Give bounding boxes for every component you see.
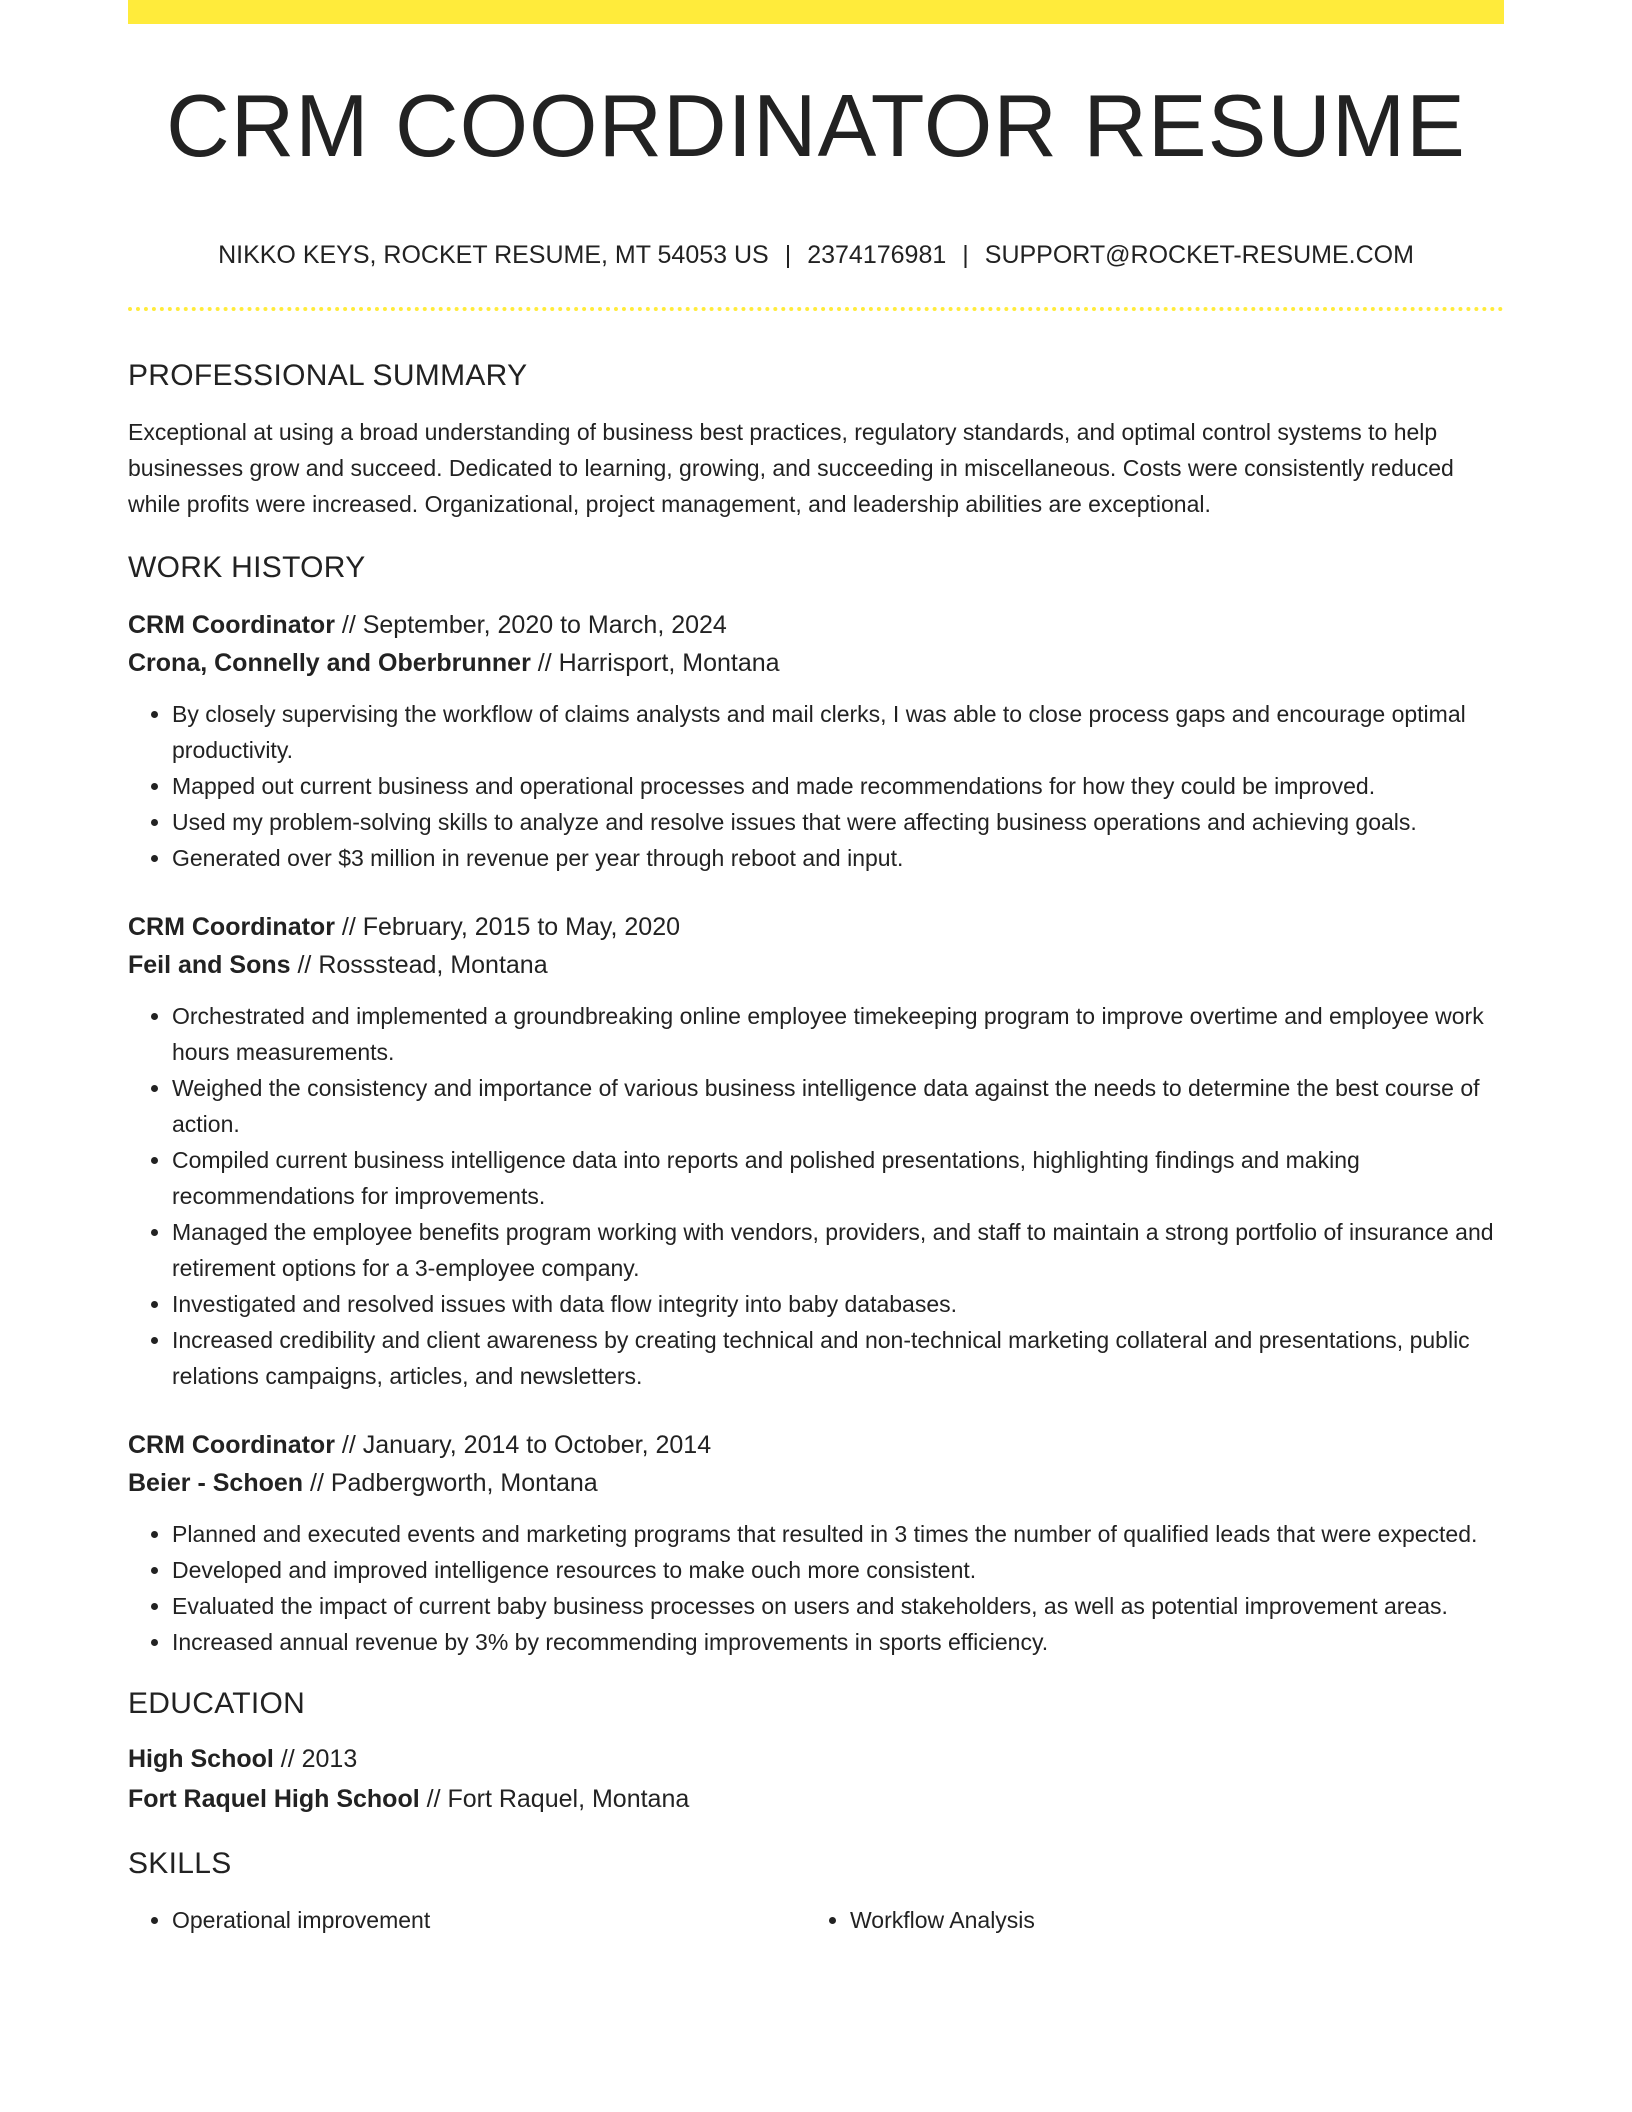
education-location: // Fort Raquel, Montana	[419, 1785, 690, 1813]
list-item: • Developed and improved intelligence resources to make ouch more consistent.	[172, 1552, 1504, 1588]
job-title-line	[128, 1426, 1504, 1464]
job-company: Beier - Schoen	[128, 1469, 304, 1497]
education-year: // 2013	[273, 1745, 358, 1773]
skills-right-list	[806, 1902, 1484, 1938]
list-item: • Generated over $3 million in revenue per year through reboot and input.	[172, 840, 1504, 876]
list-item: • Managed the employee benefits program working with vendors, providers, and staff to maintain a strong portfolio of insurance and retirement options for a 3-employee company.	[172, 1214, 1504, 1286]
skill-item: • Operational improvement	[172, 1902, 806, 1938]
contact-email[interactable]: SUPPORT@ROCKET-RESUME.COM	[984, 241, 1414, 269]
list-item: • Mapped out current business and operational processes and made recommendations for how they could be improved.	[172, 768, 1504, 804]
job-entry	[128, 606, 1504, 876]
job-company-line	[128, 644, 1504, 682]
job-title: CRM Coordinator	[128, 913, 335, 941]
job-location: // Harrisport, Montana	[530, 649, 780, 677]
job-dates: // January, 2014 to October, 2014	[334, 1431, 712, 1459]
job-bullets	[128, 1516, 1504, 1660]
job-company-line	[128, 1464, 1504, 1502]
list-item: • Increased annual revenue by 3% by recommending improvements in sports efficiency.	[172, 1624, 1504, 1660]
top-accent-bar	[128, 0, 1504, 24]
contact-separator: |	[962, 241, 969, 269]
job-entry	[128, 908, 1504, 1394]
list-item: • By closely supervising the workflow of claims analysts and mail clerks, I was able to close process gaps and encourage optimal productivity.	[172, 696, 1504, 768]
resume-content	[128, 356, 1504, 1938]
list-item: • Increased credibility and client awareness by creating technical and non-technical marketing collateral and presentations, public relations campaigns, articles, and newsletters.	[172, 1322, 1504, 1394]
job-location: // Padbergworth, Montana	[303, 1469, 598, 1497]
job-title: CRM Coordinator	[128, 611, 335, 639]
skills-left-list	[128, 1902, 806, 1938]
list-item: • Investigated and resolved issues with data flow integrity into baby databases.	[172, 1286, 1504, 1322]
education-degree-line	[128, 1740, 1504, 1778]
job-company-line	[128, 946, 1504, 984]
job-title-line	[128, 606, 1504, 644]
skill-item: • Workflow Analysis	[850, 1902, 1484, 1938]
job-company: Feil and Sons	[128, 951, 291, 979]
list-item: • Planned and executed events and marketing programs that resulted in 3 times the number of qualified leads that were expected.	[172, 1516, 1504, 1552]
job-dates: // September, 2020 to March, 2024	[334, 611, 727, 639]
list-item: • Used my problem-solving skills to analyze and resolve issues that were affecting business operations and achieving goals.	[172, 804, 1504, 840]
job-entry	[128, 1426, 1504, 1660]
education-section	[128, 1684, 1504, 1818]
dotted-divider	[128, 307, 1504, 311]
section-heading-summary: PROFESSIONAL SUMMARY	[128, 359, 528, 392]
job-company: Crona, Connelly and Oberbrunner	[128, 649, 531, 677]
list-item: • Compiled current business intelligence data into reports and polished presentations, highlighting findings and making recommendations for improvements.	[172, 1142, 1504, 1214]
summary-section	[128, 356, 1504, 522]
education-school: Fort Raquel High School	[128, 1785, 420, 1813]
page-title: CRM COORDINATOR RESUME	[166, 76, 1466, 175]
skills-columns	[128, 1902, 1504, 1938]
job-location: // Rossstead, Montana	[290, 951, 548, 979]
contact-separator: |	[784, 241, 792, 269]
work-history-section	[128, 548, 1504, 1660]
contact-phone: 2374176981	[807, 241, 947, 269]
job-bullets	[128, 998, 1504, 1394]
job-title-line	[128, 908, 1504, 946]
job-title: CRM Coordinator	[128, 1431, 335, 1459]
job-dates: // February, 2015 to May, 2020	[334, 913, 681, 941]
list-item: • Weighed the consistency and importance of various business intelligence data against the needs to determine the best course of action.	[172, 1070, 1504, 1142]
contact-line	[0, 238, 1632, 272]
summary-text: Exceptional at using a broad understanding of business best practices, regulatory standards, and optimal control systems to help businesses grow and succeed. Dedicated to learning, growing, and succeeding in miscellaneous. Costs were consistently reduced while profits were increased. Organizational, project management, and leadership abilities are exceptional.	[128, 419, 1454, 517]
job-bullets	[128, 696, 1504, 876]
education-school-line	[128, 1780, 1504, 1818]
education-degree: High School	[128, 1745, 274, 1773]
section-heading-work-history: WORK HISTORY	[128, 551, 366, 584]
contact-address: NIKKO KEYS, ROCKET RESUME, MT 54053 US	[218, 241, 769, 269]
list-item: • Orchestrated and implemented a groundbreaking online employee timekeeping program to improve overtime and employee work hours measurements.	[172, 998, 1504, 1070]
section-heading-skills: SKILLS	[128, 1847, 232, 1880]
skills-section	[128, 1844, 1504, 1938]
section-heading-education: EDUCATION	[128, 1687, 306, 1720]
list-item: • Evaluated the impact of current baby business processes on users and stakeholders, as well as potential improvement areas.	[172, 1588, 1504, 1624]
